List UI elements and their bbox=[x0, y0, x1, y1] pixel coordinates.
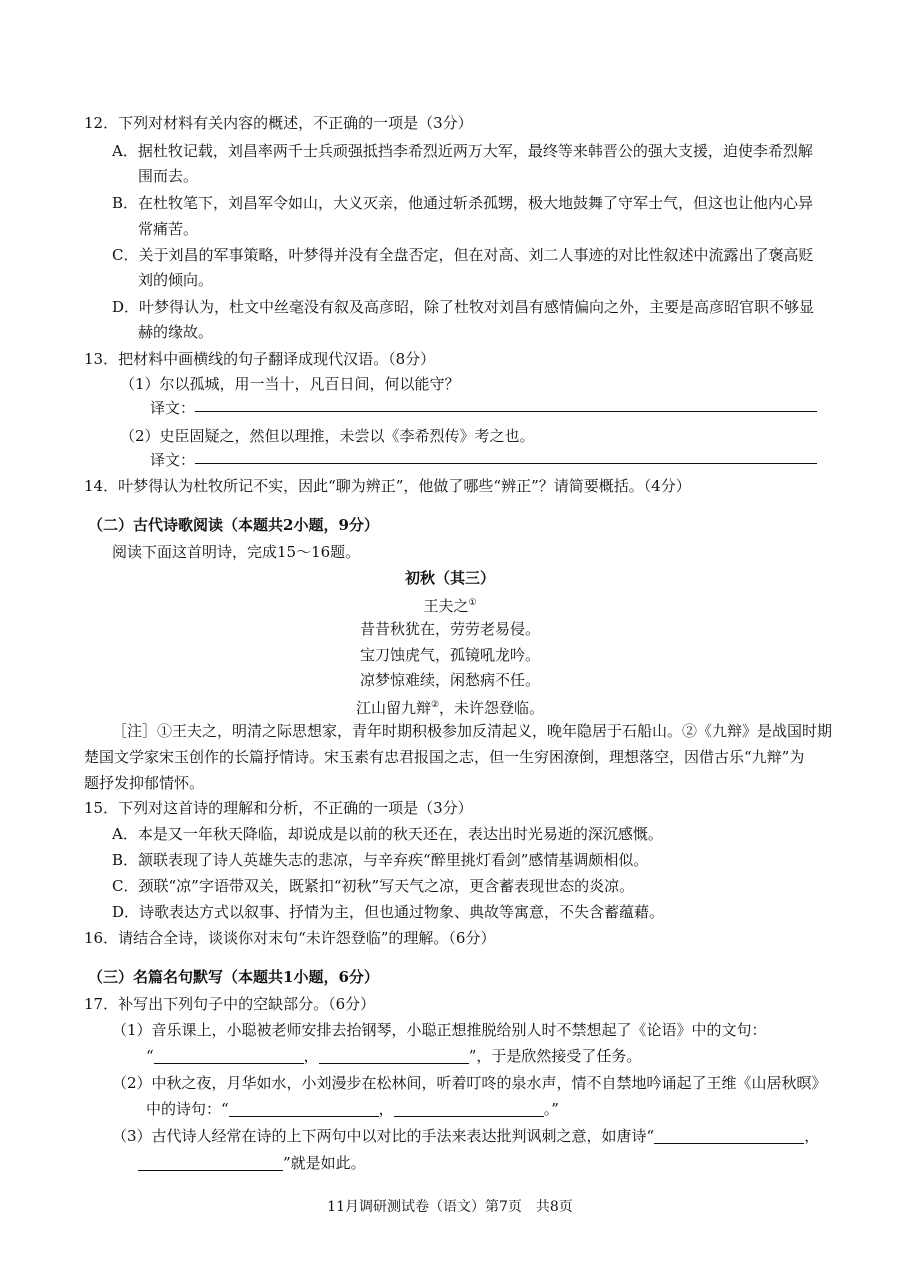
q17-stem: 17．补写出下列句子中的空缺部分。（6分） bbox=[84, 995, 376, 1013]
q17-item-3: （3）古代诗人经常在诗的上下两句中以对比的手法来表达批判讽刺之意，如唐诗“ ， bbox=[112, 1127, 820, 1145]
q15-stem: 15．下列对这首诗的理解和分析，不正确的一项是（3分） bbox=[84, 799, 473, 817]
q13-answer-line-2[interactable] bbox=[195, 463, 817, 464]
blank-1[interactable] bbox=[154, 1047, 304, 1064]
q15-option-c: C．颈联“凉”字语带双关，既紧扣“初秋”写天气之凉，更含蓄表现世态的炎凉。 bbox=[112, 877, 635, 895]
q15-option-a: A．本是又一年秋天降临，却说成是以前的秋天还在，表达出时光易逝的深沉感慨。 bbox=[112, 825, 663, 843]
blank-4[interactable] bbox=[394, 1100, 544, 1117]
poem-note-1: ［注］①王夫之，明清之际思想家，青年时期积极参加反清起义，晚年隐居于石船山。②《九辩》是战国时期 bbox=[112, 722, 833, 740]
q15-option-d: D．诗歌表达方式以叙事、抒情为主，但也通过物象、典故等寓意，不失含蓄蕴藉。 bbox=[112, 903, 665, 921]
q15-option-b: B．颔联表现了诗人英雄失志的悲凉，与辛弃疾“醉里挑灯看剑”感情基调颇相似。 bbox=[112, 851, 649, 869]
section-2-heading: （二）古代诗歌阅读（本题共2小题，9分） bbox=[88, 516, 379, 534]
poem-line-3: 凉梦惊难续，闲愁病不任。 bbox=[359, 671, 540, 689]
q17-item-1-fill: “ ， ”，于是欣然接受了任务。 bbox=[146, 1047, 642, 1065]
blank-5[interactable] bbox=[654, 1127, 804, 1144]
q12-option-b: B．在杜牧笔下，刘昌军令如山，大义灭亲，他通过斩杀孤甥，极大地鼓舞了守军士气，但这也让他内心异 bbox=[112, 194, 814, 212]
page-footer: 11月调研测试卷（语文）第7页 共8页 bbox=[327, 1199, 573, 1215]
q12-option-d: D．叶梦得认为，杜文中丝毫没有叙及高彦昭，除了杜牧对刘昌有感情偏向之外，主要是高彦昭官职不够显 bbox=[112, 298, 815, 316]
blank-2[interactable] bbox=[319, 1047, 469, 1064]
q17-item-3-fill: ”就是如此。 bbox=[138, 1153, 366, 1173]
blank-3[interactable] bbox=[229, 1100, 379, 1117]
poem-note-3: 题抒发抑郁情怀。 bbox=[84, 774, 205, 792]
section-2-intro: 阅读下面这首明诗，完成15～16题。 bbox=[112, 543, 361, 561]
q13-translation-label-1: 译文： bbox=[150, 399, 196, 417]
section-3-heading: （三）名篇名句默写（本题共1小题，6分） bbox=[88, 968, 379, 986]
q17-item-2: （2）中秋之夜，月华如水，小刘漫步在松林间，听着叮咚的泉水声，情不自禁地吟诵起了王维《山居秋暝》 bbox=[112, 1074, 827, 1092]
q17-item-1: （1）音乐课上，小聪被老师安排去抬钢琴，小聪正想推脱给别人时不禁想起了《论语》中的文句： bbox=[112, 1021, 767, 1039]
q12-option-c: C．关于刘昌的军事策略，叶梦得并没有全盘否定，但在对高、刘二人事迹的对比性叙述中流露出了褒高贬 bbox=[112, 246, 814, 264]
poem-author: 王夫之① bbox=[423, 597, 477, 615]
q12-option-b-cont: 常痛苦。 bbox=[138, 220, 199, 238]
q13-translation-label-2: 译文： bbox=[150, 451, 196, 469]
note-marker-2: ② bbox=[430, 700, 440, 710]
note-marker-1: ① bbox=[468, 598, 477, 608]
q14-stem: 14．叶梦得认为杜牧所记不实，因此“聊为辨正”，他做了哪些“辨正”？请简要概括。（4分） bbox=[84, 477, 691, 495]
q12-option-d-cont: 赫的缘故。 bbox=[138, 323, 214, 341]
q12-stem: 12．下列对材料有关内容的概述，不正确的一项是（3分） bbox=[84, 114, 473, 132]
q17-item-2-fill: 中的诗句：“ ， 。” bbox=[146, 1100, 559, 1118]
poem-title: 初秋（其三） bbox=[404, 569, 495, 587]
blank-6[interactable] bbox=[138, 1154, 283, 1171]
q12-option-a-cont: 围而去。 bbox=[138, 167, 199, 185]
q12-option-c-cont: 刘的倾向。 bbox=[138, 271, 214, 289]
poem-line-1: 昔昔秋犹在，劳劳老易侵。 bbox=[359, 620, 540, 638]
poem-line-4: 江山留九辩②，未许怨登临。 bbox=[355, 699, 545, 717]
poem-note-2: 楚国文学家宋玉创作的长篇抒情诗。宋玉素有忠君报国之志，但一生穷困潦倒，理想落空，因借古乐“九辩”为 bbox=[84, 748, 805, 766]
q12-option-a: A．据杜牧记载，刘昌率两千士兵顽强抵挡李希烈近两万大军，最终等来韩晋公的强大支援，迫使李希烈解 bbox=[112, 142, 813, 160]
poem-line-2: 宝刀蚀虎气，孤镜吼龙吟。 bbox=[359, 646, 540, 664]
q13-sentence-1: （1）尔以孤城，用一当十，凡百日间，何以能守？ bbox=[120, 375, 460, 393]
q13-sentence-2: （2）史臣固疑之，然但以理推，未尝以《李希烈传》考之也。 bbox=[120, 427, 535, 445]
q16-stem: 16．请结合全诗，谈谈你对末句“未许怨登临”的理解。（6分） bbox=[84, 929, 496, 947]
q13-answer-line-1[interactable] bbox=[195, 411, 817, 412]
q13-stem: 13．把材料中画横线的句子翻译成现代汉语。（8分） bbox=[84, 350, 436, 368]
